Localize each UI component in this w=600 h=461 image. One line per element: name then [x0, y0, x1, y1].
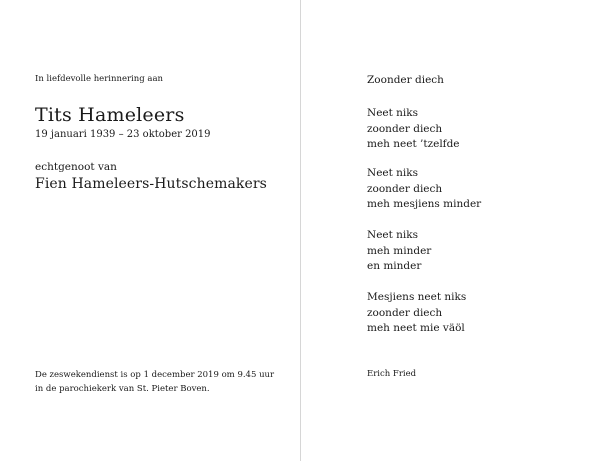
poem-line: zoonder diech [367, 182, 443, 195]
poem-stanza [367, 166, 481, 213]
service-line: De zeswekendienst is op 1 december 2019 om 9.45 uur [35, 370, 275, 380]
poem-line: zoonder diech [367, 306, 443, 319]
deceased-name: Tits Hameleers [35, 104, 185, 126]
poem-stanza [367, 290, 466, 337]
poem-line: meh minder [367, 244, 432, 257]
poem-line: zoonder diech [367, 122, 443, 135]
poem-line: meh neet mie väöl [367, 322, 465, 334]
poem-line: Neet niks [367, 229, 419, 241]
spouse-label: echtgenoot van [35, 161, 117, 173]
poem-line: meh neet ’tzelfde [367, 138, 460, 150]
poem-line: Mesjiens neet niks [367, 291, 467, 303]
life-dates: 19 januari 1939 – 23 oktober 2019 [35, 129, 211, 140]
poem-line: en minder [367, 260, 422, 272]
poem-stanza [367, 106, 460, 153]
poem-author: Erich Fried [367, 369, 417, 379]
intro-text: In liefdevolle herinnering aan [35, 74, 163, 84]
right-page [301, 0, 600, 461]
poem-line: meh mesjiens minder [367, 198, 482, 210]
poem-stanza [367, 228, 431, 275]
spouse-name: Fien Hameleers-Hutschemakers [35, 176, 267, 192]
poem-line: Neet niks [367, 107, 419, 119]
service-line: in de parochiekerk van St. Pieter Boven. [35, 383, 210, 394]
service-notice [35, 369, 274, 396]
poem-title: Zoonder diech [367, 74, 444, 86]
poem-line: Neet niks [367, 167, 419, 179]
